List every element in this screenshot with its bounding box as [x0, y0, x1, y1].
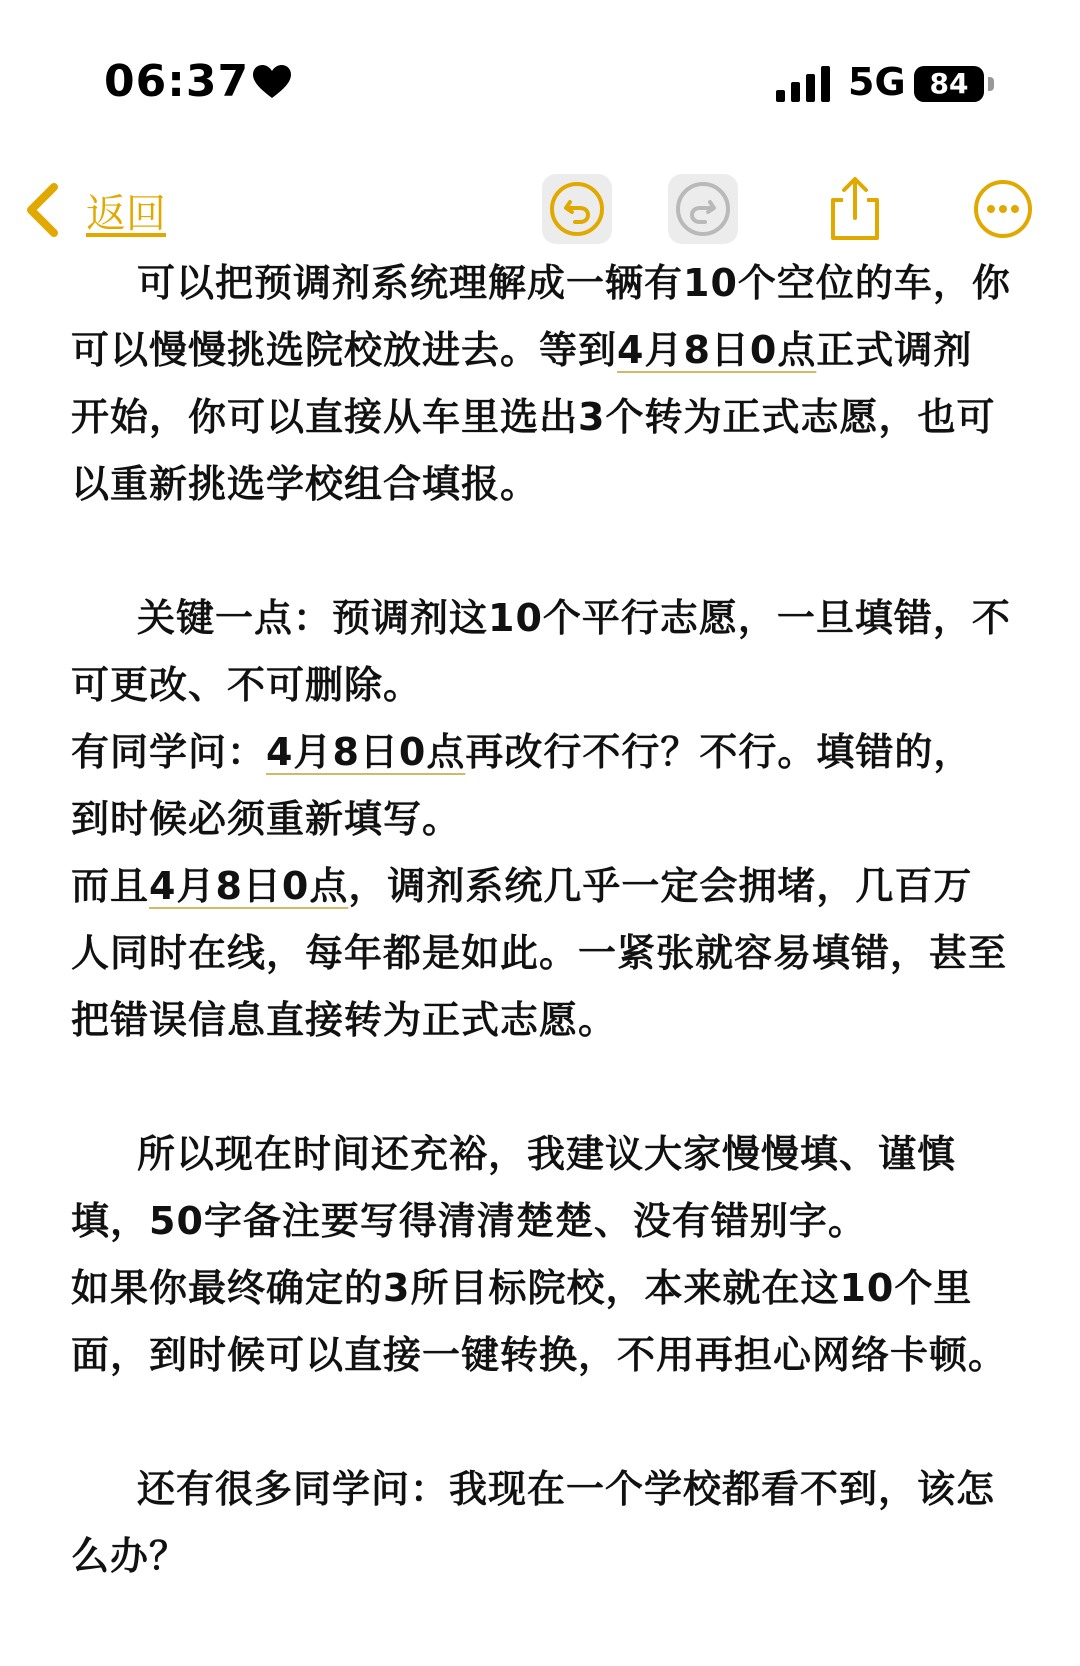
- redo-icon: [674, 180, 732, 238]
- text-run: 可以把预调剂系统理解成一辆有10个空位的车，你可以慢慢挑选院校放进去。等到: [71, 261, 1011, 372]
- undo-icon: [548, 180, 606, 238]
- signal-icon: [776, 64, 832, 104]
- date-link[interactable]: 4月8日0点: [617, 328, 817, 372]
- more-button[interactable]: [968, 174, 1038, 244]
- notes-toolbar: [0, 170, 1080, 250]
- text-run: 而且: [71, 864, 150, 908]
- back-label: 返回: [86, 190, 166, 237]
- date-link[interactable]: 4月8日0点: [266, 730, 466, 774]
- blank-line: [71, 518, 1011, 585]
- note-paragraph: [71, 719, 1011, 853]
- blank-line: [71, 1389, 1011, 1456]
- more-icon: [972, 178, 1034, 240]
- share-icon: [825, 174, 885, 244]
- battery-cap: [988, 77, 994, 91]
- text-run: ，调剂系统几乎一定会拥堵，几百万人同时在线，每年都是如此。一紧张就容易填错，甚至把错误信息直接转为正式志愿。: [71, 864, 1008, 1042]
- note-paragraph: [71, 250, 1011, 518]
- heart-icon: [252, 64, 292, 100]
- status-bar: [0, 0, 1080, 170]
- note-paragraph: 关键一点：预调剂这10个平行志愿，一旦填错，不可更改、不可删除。: [71, 596, 1011, 707]
- blank-line: [71, 1054, 1011, 1121]
- note-paragraph: 所以现在时间还充裕，我建议大家慢慢填、谨慎填，50字备注要写得清清楚楚、没有错别字。: [71, 1132, 957, 1243]
- note-body[interactable]: [71, 250, 1011, 1590]
- status-time: 06:37: [104, 56, 250, 107]
- redo-button[interactable]: [668, 174, 738, 244]
- text-run: 再改行不行？不行。填错的，到时候必须重新填写。: [71, 730, 973, 841]
- undo-button[interactable]: [542, 174, 612, 244]
- battery-icon: 84: [914, 66, 984, 102]
- note-paragraph: 如果你最终确定的3所目标院校，本来就在这10个里面，到时候可以直接一键转换，不用再担心网络卡顿。: [71, 1266, 1008, 1377]
- date-link[interactable]: 4月8日0点: [149, 864, 349, 908]
- chevron-left-icon: [24, 183, 62, 237]
- note-paragraph: [71, 853, 1011, 1054]
- text-run: 有同学问：: [71, 730, 267, 774]
- share-button[interactable]: [820, 174, 890, 244]
- back-button[interactable]: [24, 180, 166, 240]
- note-paragraph: 还有很多同学问：我现在一个学校都看不到，该怎么办？: [71, 1467, 996, 1578]
- text-run: 正式调剂开始，你可以直接从车里选出3个转为正式志愿，也可以重新挑选学校组合填报。: [71, 328, 996, 506]
- network-type: 5G: [848, 60, 906, 104]
